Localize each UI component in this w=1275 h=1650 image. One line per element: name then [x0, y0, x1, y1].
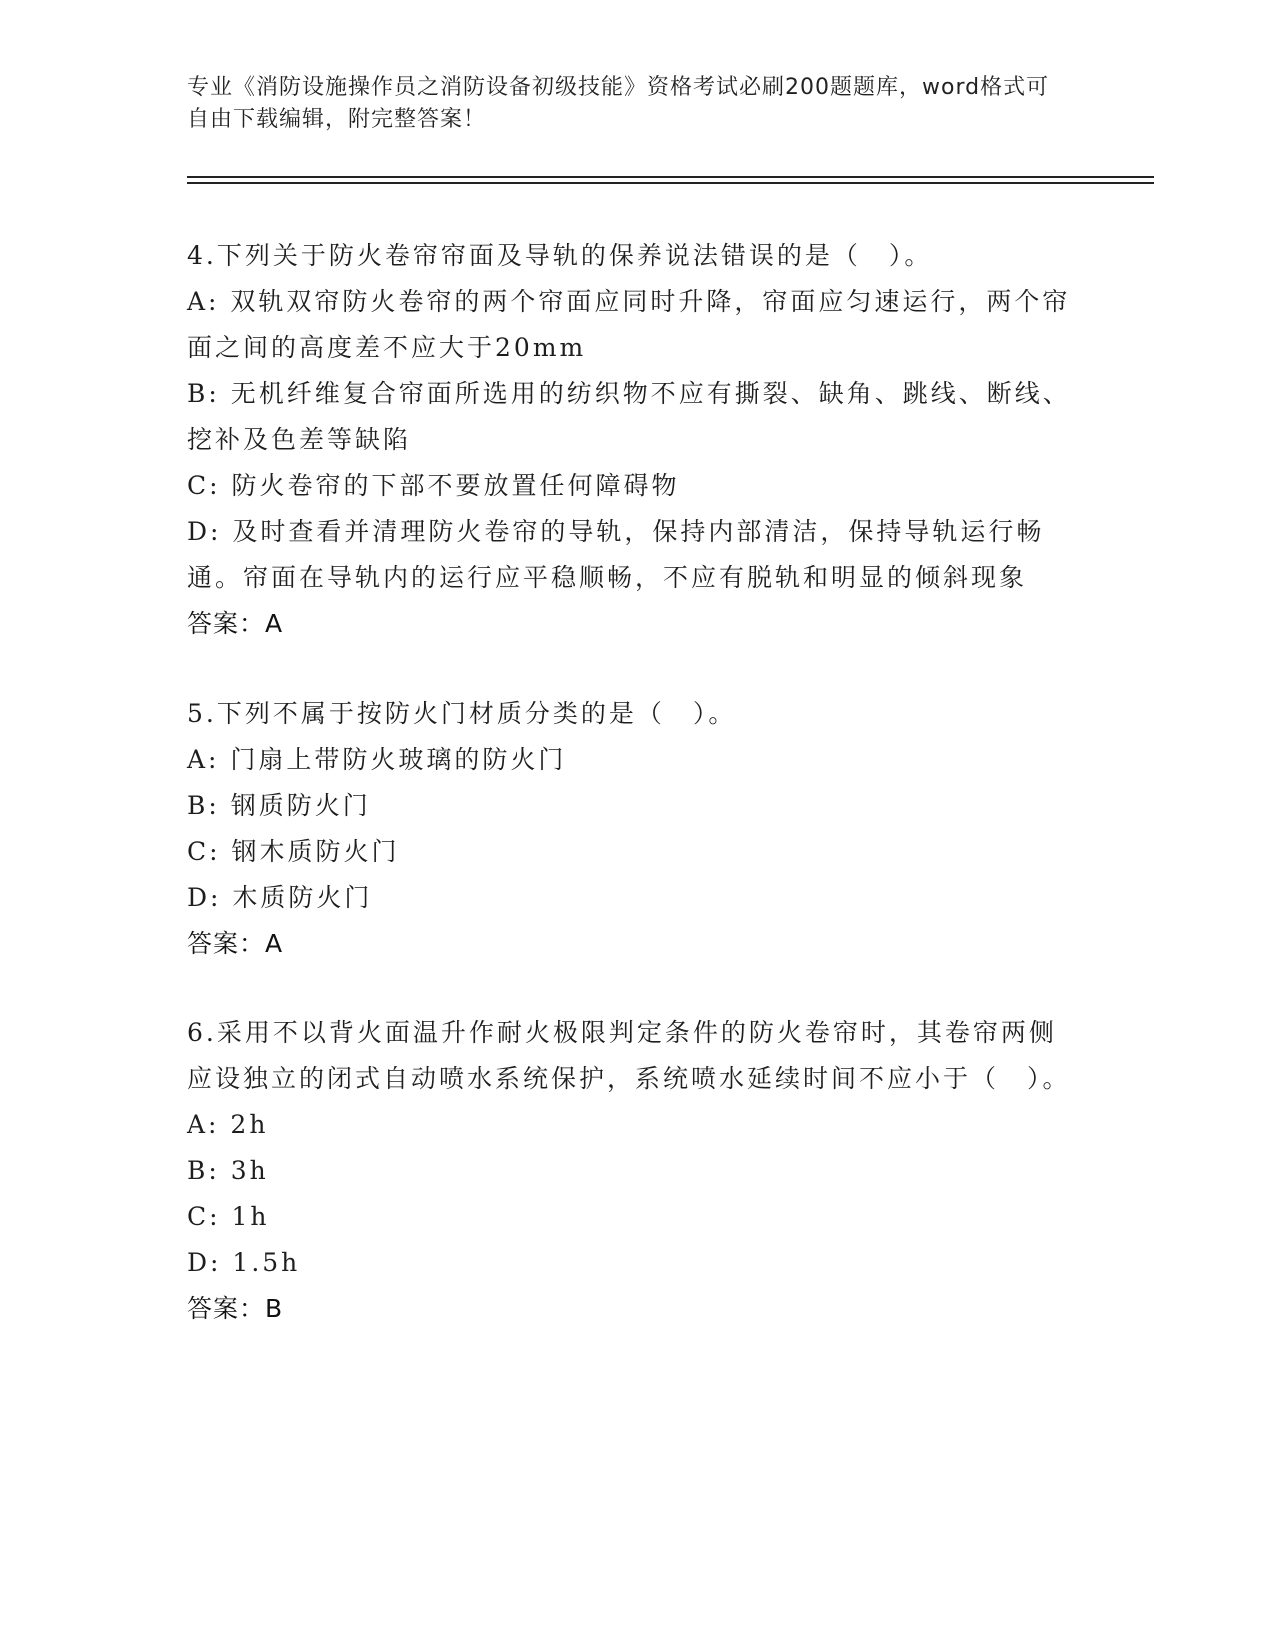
option-c: C: 防火卷帘的下部不要放置任何障碍物 — [187, 471, 680, 500]
question-5 — [187, 691, 1077, 967]
option-a: A: 2h — [187, 1110, 269, 1139]
option-b: B: 无机纤维复合帘面所选用的纺织物不应有撕裂、缺角、跳线、断线、挖补及色差等缺陷 — [187, 379, 1071, 454]
document-header: 专业《消防设施操作员之消防设备初级技能》资格考试必刷200题题库，word格式可自由下载编辑，附完整答案！ — [187, 75, 1050, 132]
option-b: B: 3h — [187, 1156, 269, 1185]
answer: 答案：A — [187, 609, 284, 638]
question-stem: 5.下列不属于按防火门材质分类的是（ ）。 — [187, 699, 737, 728]
option-c: C: 钢木质防火门 — [187, 837, 400, 866]
header-divider-top — [187, 176, 1154, 178]
option-c: C: 1h — [187, 1202, 270, 1231]
question-stem: 6.采用不以背火面温升作耐火极限判定条件的防火卷帘时，其卷帘两侧应设独立的闭式自动喷水系统保护，系统喷水延续时间不应小于（ ）。 — [187, 1018, 1071, 1093]
option-d: D: 及时查看并清理防火卷帘的导轨，保持内部清洁，保持导轨运行畅通。帘面在导轨内的运行应平稳顺畅，不应有脱轨和明显的倾斜现象 — [187, 517, 1045, 592]
option-d: D: 1.5h — [187, 1248, 301, 1277]
question-4 — [187, 233, 1077, 647]
option-a: A: 双轨双帘防火卷帘的两个帘面应同时升降，帘面应匀速运行，两个帘面之间的高度差不应大于20mm — [187, 287, 1071, 362]
option-b: B: 钢质防火门 — [187, 791, 371, 820]
answer: 答案：B — [187, 1294, 284, 1323]
answer: 答案：A — [187, 929, 284, 958]
option-a: A: 门扇上带防火玻璃的防火门 — [187, 745, 567, 774]
header-divider-bottom — [187, 182, 1154, 184]
question-6 — [187, 1010, 1077, 1332]
question-stem: 4.下列关于防火卷帘帘面及导轨的保养说法错误的是（ ）。 — [187, 241, 933, 270]
option-d: D: 木质防火门 — [187, 883, 373, 912]
